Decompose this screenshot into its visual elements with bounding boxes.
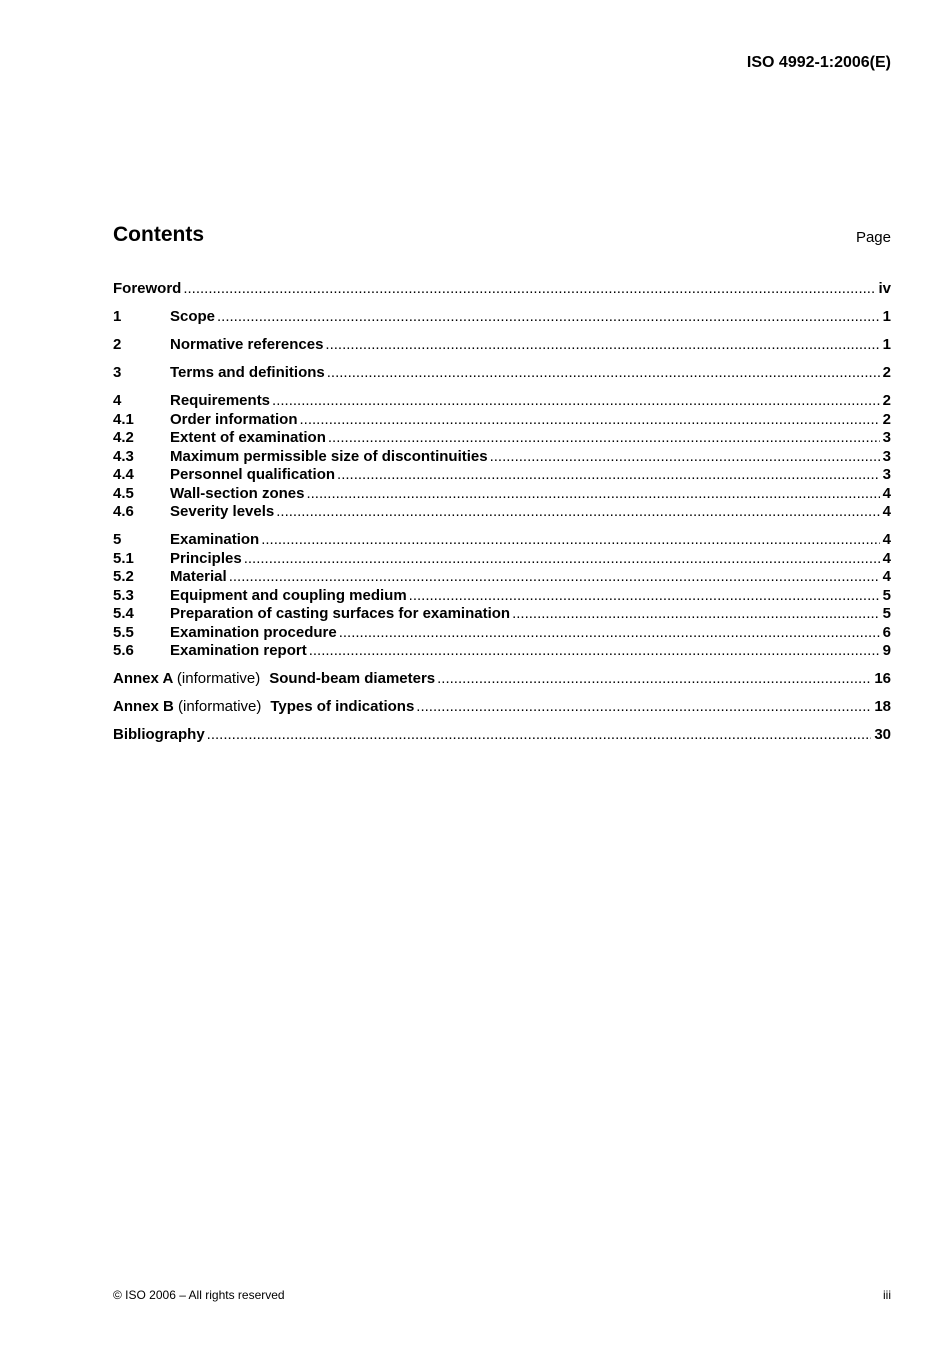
toc-entry-annex-label xyxy=(113,670,269,687)
toc-entry-number: 4.3 xyxy=(113,447,134,465)
toc-entry-title: Requirements xyxy=(170,392,271,409)
toc-entry-number: 4.5 xyxy=(113,484,134,502)
toc-entry-title: Terms and definitions xyxy=(170,364,325,381)
leader-dots xyxy=(337,466,880,483)
toc-entry-title: Types of indications xyxy=(270,698,415,715)
toc-entry-foreword[interactable] xyxy=(113,280,891,299)
toc-entry-title: Examination xyxy=(170,531,260,548)
toc-entry-number: 4.2 xyxy=(113,429,134,446)
toc-entry-page: 18 xyxy=(871,698,891,715)
toc-entry-principles[interactable] xyxy=(113,550,891,569)
toc-entry-number: 4.1 xyxy=(113,410,134,428)
toc-entry-page: 3 xyxy=(880,466,891,483)
leader-dots xyxy=(300,411,880,428)
contents-heading: Contents xyxy=(113,223,204,246)
toc-entry-personnel-qualification[interactable] xyxy=(113,466,891,485)
toc-entry-severity-levels[interactable] xyxy=(113,503,891,522)
toc-entry-title: Examination procedure xyxy=(170,623,337,641)
leader-dots xyxy=(244,550,880,567)
leader-dots xyxy=(328,429,880,446)
toc-entry-number: 2 xyxy=(113,336,122,353)
toc-entry-title: Order information xyxy=(170,410,298,428)
leader-dots xyxy=(512,605,880,622)
toc-entry-title: Material xyxy=(170,568,227,585)
toc-entry-number: 5 xyxy=(113,531,122,548)
annex-name: Annex B xyxy=(113,698,174,715)
toc-entry-page: 2 xyxy=(880,364,891,381)
toc-entry-page: 3 xyxy=(880,429,891,446)
document-id: ISO 4992-1:2006(E) xyxy=(746,54,891,71)
toc-entry-number: 5.5 xyxy=(113,623,134,641)
toc-entry-examination[interactable] xyxy=(113,531,891,550)
leader-dots xyxy=(217,308,880,325)
toc-entry-page: 2 xyxy=(880,411,891,428)
toc-entry-page: 2 xyxy=(880,392,891,409)
annex-informative-label: (informative) xyxy=(178,698,262,715)
annex-informative-label: (informative) xyxy=(176,670,261,687)
toc-entry-equipment-and-coupling-medium[interactable] xyxy=(113,587,891,606)
leader-dots xyxy=(416,698,871,715)
toc-entry-number: 5.1 xyxy=(113,549,134,567)
footer-copyright: © ISO 2006 – All rights reserved xyxy=(113,1288,285,1302)
leader-dots xyxy=(325,336,879,353)
toc-entry-page: 1 xyxy=(880,308,891,325)
toc-entry-title: Maximum permissible size of discontinuities xyxy=(170,447,488,465)
leader-dots xyxy=(261,531,879,548)
toc-entry-wall-section-zones[interactable] xyxy=(113,485,891,504)
toc-entry-title: Bibliography xyxy=(113,726,205,743)
toc-entry-title: Equipment and coupling medium xyxy=(170,586,407,604)
toc-entry-bibliography[interactable] xyxy=(113,726,891,745)
toc-entry-maximum-permissible-size[interactable] xyxy=(113,448,891,467)
toc-entry-page: 30 xyxy=(871,726,891,743)
toc-entry-annex-label xyxy=(113,698,270,715)
toc-entry-requirements[interactable] xyxy=(113,392,891,411)
footer-page-number: iii xyxy=(883,1288,891,1302)
leader-dots xyxy=(207,726,872,743)
toc-entry-page: 4 xyxy=(880,531,891,548)
toc-entry-preparation-of-casting-surfaces[interactable] xyxy=(113,605,891,624)
toc-entry-examination-procedure[interactable] xyxy=(113,624,891,643)
leader-dots xyxy=(276,503,879,520)
leader-dots xyxy=(229,568,880,585)
toc-entry-title: Severity levels xyxy=(170,503,275,520)
toc-entry-title: Preparation of casting surfaces for examination xyxy=(170,605,511,622)
toc-entry-material[interactable] xyxy=(113,568,891,587)
toc-entry-page: 9 xyxy=(880,642,891,659)
toc-entry-extent-of-examination[interactable] xyxy=(113,429,891,448)
toc-entry-title: Normative references xyxy=(170,336,324,353)
leader-dots xyxy=(339,624,880,641)
leader-dots xyxy=(272,392,880,409)
toc-entry-title: Sound-beam diameters xyxy=(269,670,436,687)
toc-entry-annex-b[interactable] xyxy=(113,698,891,717)
leader-dots xyxy=(490,448,880,465)
toc-entry-number: 4 xyxy=(113,392,122,409)
toc-entry-page: 3 xyxy=(880,448,891,465)
toc-entry-number: 3 xyxy=(113,364,122,381)
toc-entry-title: Foreword xyxy=(113,280,182,297)
toc-entry-page: 5 xyxy=(880,587,891,604)
leader-dots xyxy=(309,642,880,659)
toc-entry-page: 1 xyxy=(880,336,891,353)
toc-entry-title: Wall-section zones xyxy=(170,484,305,502)
toc-entry-title: Scope xyxy=(170,308,216,325)
toc-entry-page: 5 xyxy=(880,605,891,622)
toc-entry-number: 5.3 xyxy=(113,586,134,604)
toc-entry-title: Principles xyxy=(170,549,242,567)
table-of-contents xyxy=(113,280,891,745)
toc-entry-page: iv xyxy=(875,280,891,297)
toc-entry-title: Personnel qualification xyxy=(170,466,336,483)
toc-entry-scope[interactable] xyxy=(113,308,891,327)
leader-dots xyxy=(437,670,871,687)
toc-entry-number: 4.6 xyxy=(113,503,134,520)
toc-entry-terms-and-definitions[interactable] xyxy=(113,364,891,383)
leader-dots xyxy=(306,485,879,502)
toc-entry-page: 4 xyxy=(880,503,891,520)
leader-dots xyxy=(327,364,880,381)
toc-entry-number: 1 xyxy=(113,308,122,325)
toc-entry-number: 5.4 xyxy=(113,605,134,622)
toc-entry-normative-references[interactable] xyxy=(113,336,891,355)
annex-name: Annex A xyxy=(113,670,173,687)
toc-entry-page: 4 xyxy=(880,568,891,585)
toc-entry-page: 4 xyxy=(880,485,891,502)
toc-entry-number: 5.2 xyxy=(113,568,134,585)
toc-entry-title: Examination report xyxy=(170,642,307,659)
toc-entry-examination-report[interactable] xyxy=(113,642,891,661)
leader-dots xyxy=(183,280,875,297)
page-column-label: Page xyxy=(855,229,891,246)
toc-entry-page: 6 xyxy=(880,624,891,641)
leader-dots xyxy=(409,587,880,604)
toc-entry-order-information[interactable] xyxy=(113,411,891,430)
toc-entry-page: 4 xyxy=(880,550,891,567)
toc-entry-annex-a[interactable] xyxy=(113,670,891,689)
toc-entry-title: Extent of examination xyxy=(170,429,326,446)
toc-entry-number: 4.4 xyxy=(113,466,134,483)
toc-entry-number: 5.6 xyxy=(113,642,134,659)
toc-entry-page: 16 xyxy=(871,670,891,687)
